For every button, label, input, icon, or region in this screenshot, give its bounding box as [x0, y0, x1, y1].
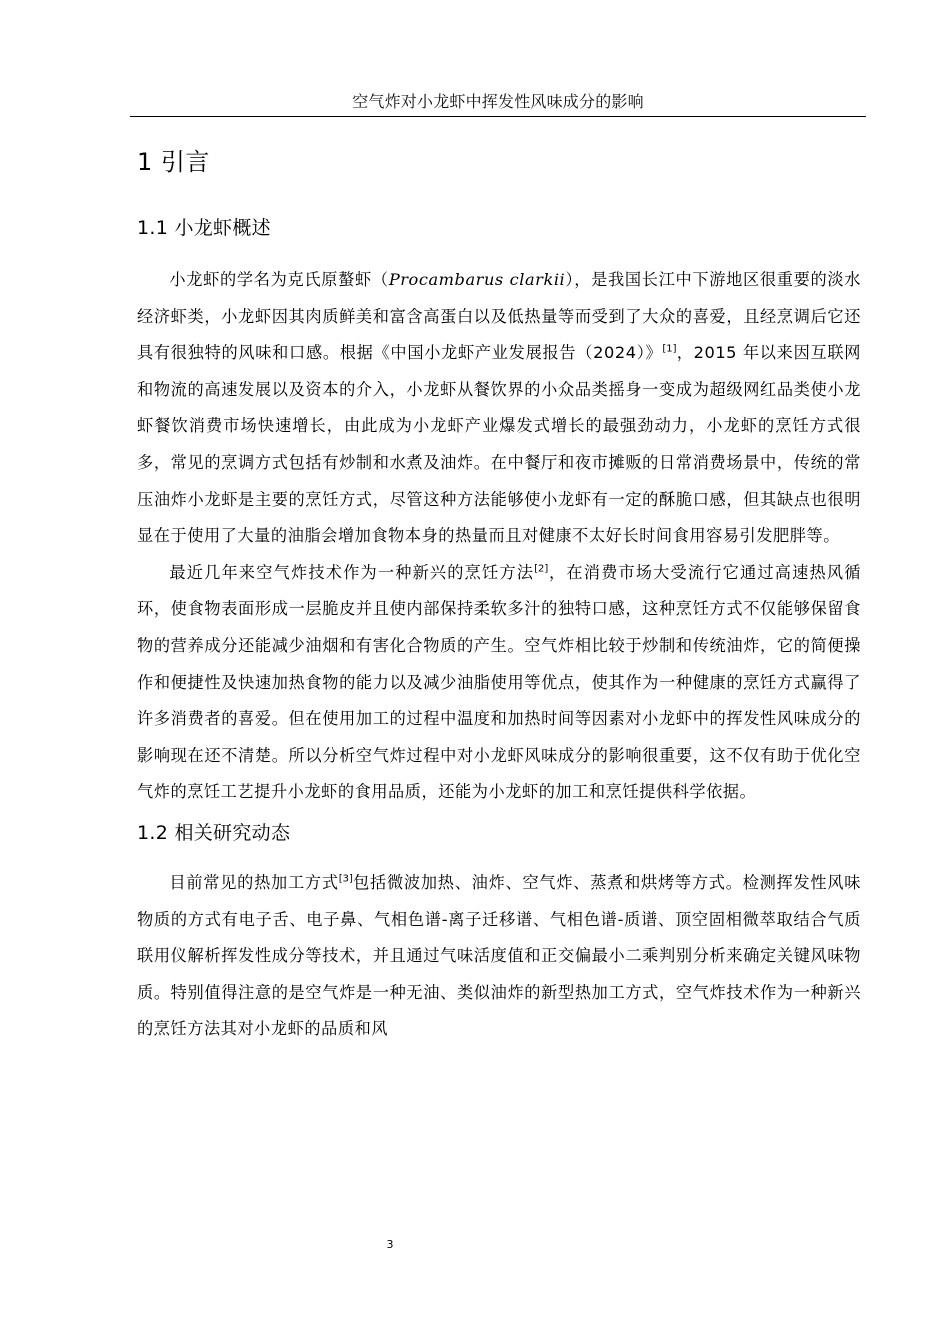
paragraph-text: ），是我国长江中下游地区很重要的淡水经济虾类，小龙虾因其肉质鲜美和富含高蛋白以及低热量等而受到了大众的喜爱，且经烹调后它还具有很独特的风味和口感。根据《中国小龙虾产业发展报告（2024）》 [137, 270, 861, 363]
species-name: Procambarus clarkii [388, 270, 566, 289]
paragraph-overview [137, 262, 861, 555]
citation-marker: [2] [534, 563, 549, 575]
paragraph-text: ，2015 年以来因互联网和物流的高速发展以及资本的介入，小龙虾从餐饮界的小众品类摇身一变成为超级网红品类使小龙虾餐饮消费市场快速增长，由此成为小龙虾产业爆发式增长的最强劲动力，小龙虾的烹饪方式很多，常见的烹调方式包括有炒制和水煮及油炸。在中餐厅和夜市摊贩的日常消费场景中，传统的常压油炸小龙虾是主要的烹饪方式，尽管这种方法能够使小龙虾有一定的酥脆口感，但其缺点也很明显在于使用了大量的油脂会增加食物本身的热量而且对健康不太好长时间食用容易引发肥胖等。 [137, 343, 861, 546]
paragraph-text: ，在消费市场大受流行它通过高速热风循环，使食物表面形成一层脆皮并且使内部保持柔软多汁的独特口感，这种烹饪方式不仅能够保留食物的营养成分还能减少油烟和有害化合物质的产生。空气炸相比较于炒制和传统油炸，它的简便操作和便捷性及快速加热食物的能力以及减少油脂使用等优点，使其作为一种健康的烹饪方式赢得了许多消费者的喜爱。但在使用加工的过程中温度和加热时间等因素对小龙虾中的挥发性风味成分的影响现在还不清楚。所以分析空气炸过程中对小龙虾风味成分的影响很重要，这不仅有助于优化空气炸的烹饪工艺提升小龙虾的食用品质，还能为小龙虾的加工和烹饪提供科学依据。 [137, 562, 861, 802]
paragraph-research [137, 865, 861, 1048]
paragraph-air-frying [137, 555, 861, 811]
citation-marker: [1] [662, 343, 677, 355]
page-number: 3 [386, 1238, 394, 1251]
page-body [137, 136, 861, 1048]
paragraph-text: 目前常见的热加工方式 [169, 872, 339, 892]
section-heading: 1 引言 [137, 148, 210, 176]
running-header: 空气炸对小龙虾中挥发性风味成分的影响 [130, 90, 866, 117]
paragraph-text: 小龙虾的学名为克氏原螯虾（ [169, 270, 389, 289]
paragraph-text: 包括微波加热、油炸、空气炸、蒸煮和烘烤等方式。检测挥发性风味物质的方式有电子舌、电子鼻、气相色谱-离子迁移谱、气相色谱-质谱、顶空固相微萃取结合气质联用仪解析挥发性成分等技术，并且通过气味活度值和正交偏最小二乘判别分析来确定关键风味物质。特别值得注意的是空气炸是一种无油、类似油炸的新型热加工方式，空气炸技术作为一种新兴的烹饪方法其对小龙虾的品质和风 [137, 872, 861, 1039]
subsection-heading-overview: 1.1 小龙虾概述 [137, 217, 271, 239]
citation-marker: [3] [338, 873, 353, 885]
subsection-heading-research: 1.2 相关研究动态 [137, 821, 291, 844]
paragraph-text: 最近几年来空气炸技术作为一种新兴的烹饪方法 [169, 562, 535, 582]
